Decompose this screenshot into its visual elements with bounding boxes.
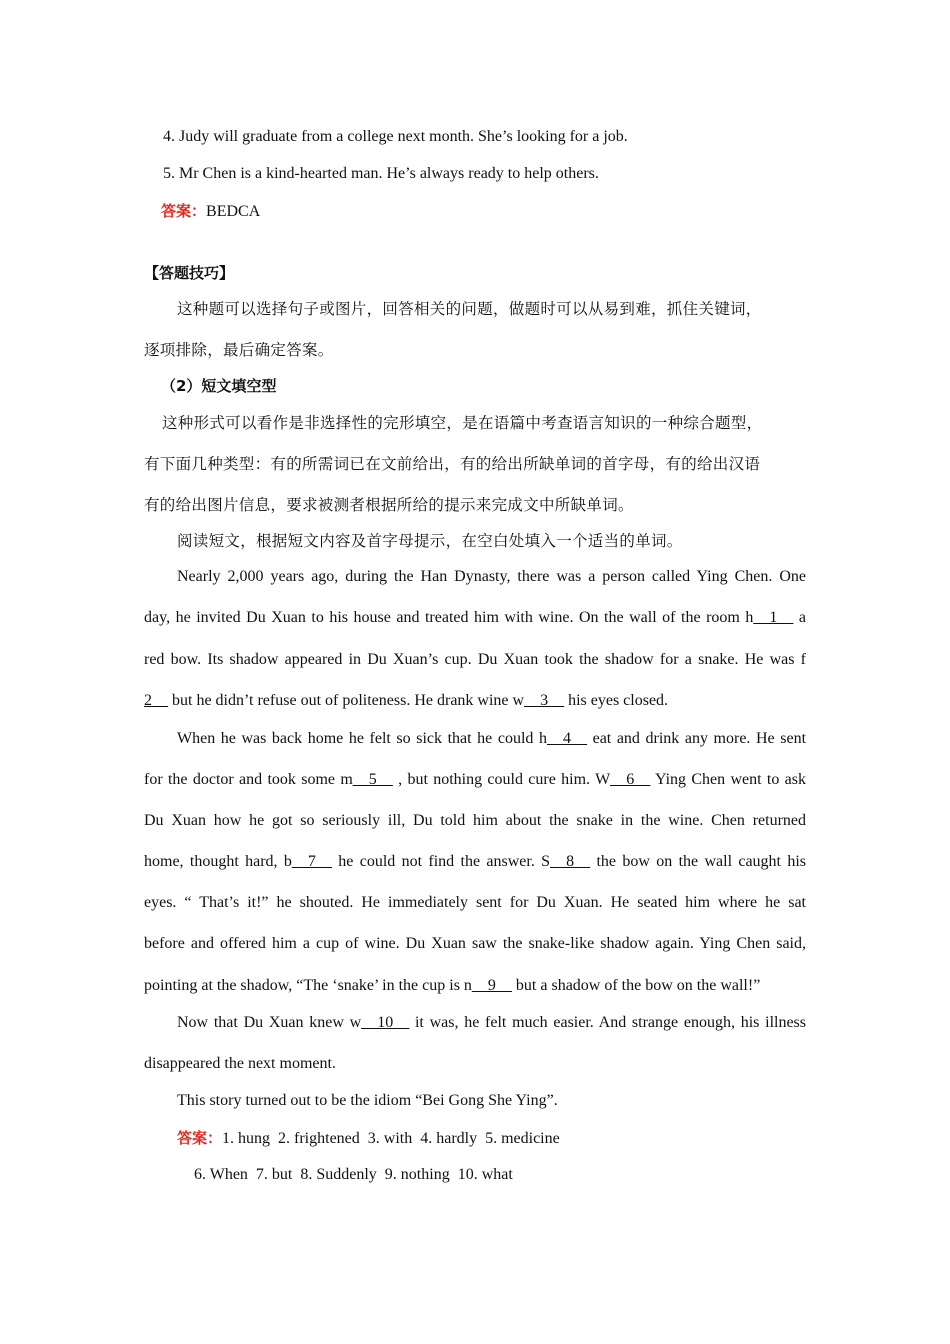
blank-10: __10__ [361, 1014, 410, 1031]
blank-3: __3__ [524, 692, 565, 709]
passage-line [144, 770, 806, 790]
answers-label: 答案： [177, 1129, 223, 1147]
section-intro-line-3: 有的给出图片信息，要求被测者根据所给的提示来完成文中所缺单词。 [144, 496, 634, 514]
answer-label: 答案： [161, 202, 207, 220]
passage-text: but a shadow of the bow on the wall!” [515, 977, 761, 994]
passage-text: for the doctor and took some m [144, 771, 353, 788]
passage-text: the bow on the wall caught his [596, 853, 807, 870]
answer-value: BEDCA [206, 203, 261, 220]
passage-text: pointing at the shadow, “The ‘snake’ in the cup is n [144, 977, 472, 994]
blank-8: __8__ [550, 853, 591, 870]
blank-1: __1__ [753, 609, 794, 626]
answers-line-2: 6. When 7. but 8. Suddenly 9. nothing 10. what [194, 1166, 513, 1183]
tips-heading: 【答题技巧】 [144, 264, 235, 282]
passage-line: before and offered him a cup of wine. Du Xuan saw the snake-like shadow again. Ying Chen said, [144, 935, 806, 952]
passage-text: eat and drink any more. He sent [592, 730, 807, 747]
passage-line: eyes. “ That’s it!” he shouted. He immediately sent for Du Xuan. He seated him where he sat [144, 894, 806, 911]
blank-6: __6__ [610, 771, 651, 788]
section-intro-line-1: 这种形式可以看作是非选择性的完形填空，是在语篇中考查语言知识的一种综合题型， [162, 414, 763, 432]
passage-line [144, 852, 806, 872]
passage-line [177, 1013, 806, 1033]
tips-paragraph-line-1: 这种题可以选择句子或图片，回答相关的问题，做题时可以从易到难，抓住关键词， [177, 300, 762, 318]
tips-paragraph-line-2: 逐项排除，最后确定答案。 [144, 341, 334, 359]
passage-text: , but nothing could cure him. W [398, 771, 611, 788]
passage-line [177, 729, 806, 749]
reading-instruction: 阅读短文，根据短文内容及首字母提示，在空白处填入一个适当的单词。 [177, 532, 683, 550]
blank-5: __5__ [352, 771, 393, 788]
blank-2: 2__ [144, 692, 168, 709]
passage-text: his eyes closed. [568, 692, 669, 709]
passage-line: red bow. Its shadow appeared in Du Xuan’s cup. Du Xuan took the shadow for a snake. He was f [144, 651, 806, 668]
passage-line: Du Xuan how he got so seriously ill, Du told him about the snake in the wine. Chen returned [144, 812, 806, 829]
passage-text: Now that Du Xuan knew w [177, 1014, 362, 1031]
passage-line [144, 608, 806, 628]
passage-text: he could not find the answer. S [338, 853, 551, 870]
passage-text: home, thought hard, b [144, 853, 292, 870]
passage-line: Nearly 2,000 years ago, during the Han Dynasty, there was a person called Ying Chen. One [177, 568, 806, 585]
passage-line: This story turned out to be the idiom “Bei Gong She Ying”. [177, 1092, 558, 1109]
section-heading: （2）短文填空型 [161, 377, 277, 395]
answers-text: 1. hung 2. frightened 3. with 4. hardly 5. medicine [222, 1130, 560, 1147]
answers-line-1 [177, 1128, 560, 1149]
passage-text: a [798, 609, 806, 626]
blank-7: __7__ [291, 853, 332, 870]
answer-line [161, 201, 260, 222]
passage-text: When he was back home he felt so sick that he could h [177, 730, 547, 747]
exercise-item-4: 4. Judy will graduate from a college next month. She’s looking for a job. [163, 128, 628, 145]
passage-line: disappeared the next moment. [144, 1055, 336, 1072]
exercise-item-5: 5. Mr Chen is a kind-hearted man. He’s always ready to help others. [163, 165, 599, 182]
passage-text: day, he invited Du Xuan to his house and treated him with wine. On the wall of the room h [144, 609, 754, 626]
passage-line [144, 976, 760, 996]
passage-text: it was, he felt much easier. And strange enough, his illness [414, 1014, 807, 1031]
passage-text: but he didn’t refuse out of politeness. He drank wine w [172, 692, 525, 709]
passage-line [144, 691, 668, 711]
section-intro-line-2: 有下面几种类型：有的所需词已在文前给出，有的给出所缺单词的首字母，有的给出汉语 [144, 455, 761, 473]
blank-9: __9__ [471, 977, 512, 994]
passage-text: Ying Chen went to ask [654, 771, 807, 788]
blank-4: __4__ [547, 730, 587, 747]
